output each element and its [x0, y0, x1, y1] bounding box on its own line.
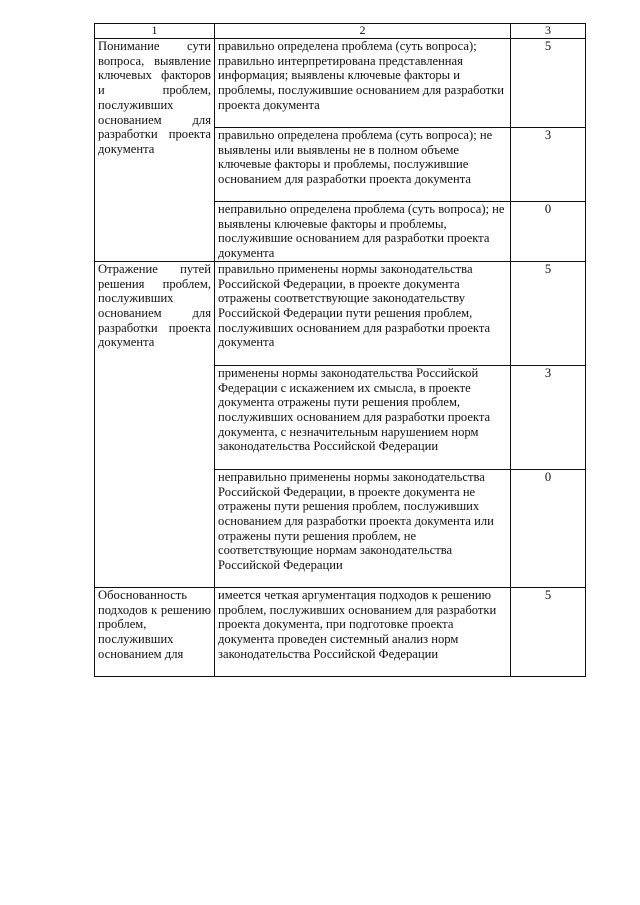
table-row — [95, 261, 586, 365]
criterion-cell: Отражение путей решения проблем, послуживших основанием для разработки проекта документа — [95, 261, 215, 587]
score-cell: 0 — [511, 469, 586, 587]
criterion-cell: Понимание сути вопроса, выявление ключевых факторов и проблем, послуживших основанием для разработки проекта документа — [95, 39, 215, 262]
description-cell: имеется четкая аргументация подходов к решению проблем, послуживших основанием для разработки проекта документа, при подготовке проекта документа проведен системный анализ норм законодательства Российской Федерации — [215, 587, 511, 676]
description-cell: правильно применены нормы законодательства Российской Федерации, в проекте документа отражены соответствующие законодательству Российской Федерации пути решения проблем, послуживших основанием для разработки проекта документа — [215, 261, 511, 365]
score-cell: 5 — [511, 587, 586, 676]
column-number-2: 2 — [215, 24, 511, 39]
description-cell: правильно определена проблема (суть вопроса); не выявлены или выявлены не в полном объеме ключевые факторы и проблемы, послужившие основанием для разработки проекта документа — [215, 128, 511, 202]
description-cell: неправильно определена проблема (суть вопроса); не выявлены ключевые факторы и проблемы, послужившие основанием для разработки проекта документа — [215, 202, 511, 262]
description-cell: правильно определена проблема (суть вопроса); правильно интерпретирована представленная информация; выявлены ключевые факторы и проблемы, послужившие основанием для разработки проекта документа — [215, 39, 511, 128]
score-cell: 0 — [511, 202, 586, 262]
description-cell: неправильно применены нормы законодательства Российской Федерации, в проекте документа не отражены пути решения проблем, послуживших основанием для разработки проекта документа или отражены пути решения проблем, не соответствующие нормам законодательства Российской Федерации — [215, 469, 511, 587]
table-row — [95, 587, 586, 676]
score-cell: 5 — [511, 261, 586, 365]
column-number-1: 1 — [95, 24, 215, 39]
description-cell: применены нормы законодательства Российской Федерации с искажением их смысла, в проекте документа отражены пути решения проблем, послуживших основанием для разработки проекта документа, с незначительным нарушением норм законодательства Российской Федерации — [215, 365, 511, 469]
score-cell: 3 — [511, 128, 586, 202]
score-cell: 3 — [511, 365, 586, 469]
evaluation-criteria-table — [94, 23, 586, 677]
table-row — [95, 39, 586, 128]
table-header-row — [95, 24, 586, 39]
score-cell: 5 — [511, 39, 586, 128]
column-number-3: 3 — [511, 24, 586, 39]
criterion-cell: Обоснованность подходов к решению проблем, послуживших основанием для — [95, 587, 215, 676]
